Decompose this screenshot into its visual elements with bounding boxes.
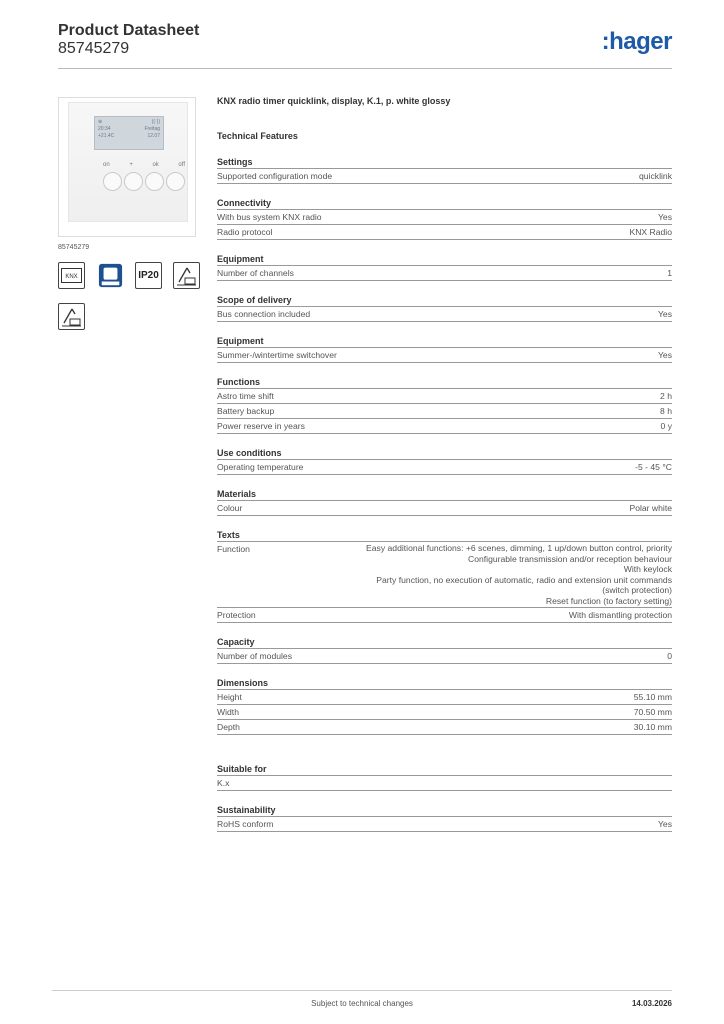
spec-label: Number of channels bbox=[217, 268, 294, 278]
technical-content bbox=[217, 96, 672, 832]
spec-row bbox=[217, 169, 672, 184]
spec-label: RoHS conform bbox=[217, 819, 274, 829]
spec-row bbox=[217, 776, 672, 791]
feature-section bbox=[217, 676, 672, 735]
spec-value: 55.10 mm bbox=[633, 692, 672, 702]
spec-label: Astro time shift bbox=[217, 391, 274, 401]
feature-section bbox=[217, 803, 672, 832]
spec-row bbox=[217, 266, 672, 281]
device-button-labels bbox=[103, 162, 185, 168]
spec-label: Power reserve in years bbox=[217, 421, 305, 431]
section-title: Suitable for bbox=[217, 762, 672, 776]
spec-row bbox=[217, 690, 672, 705]
device-front bbox=[68, 102, 188, 222]
spec-row bbox=[217, 817, 672, 832]
spec-row bbox=[217, 404, 672, 419]
hager-logo: :hager bbox=[601, 28, 672, 55]
spec-value-line: With keylock bbox=[623, 564, 672, 574]
spec-value: quicklink bbox=[639, 171, 672, 181]
spec-value: 0 bbox=[667, 651, 672, 661]
installation-icon bbox=[173, 262, 200, 289]
footer-note: Subject to technical changes bbox=[311, 999, 413, 1008]
device-display bbox=[94, 116, 164, 150]
spec-label: Height bbox=[217, 692, 242, 702]
spec-row bbox=[217, 307, 672, 322]
svg-text:KNX: KNX bbox=[65, 274, 78, 280]
device-buttons bbox=[103, 172, 185, 191]
display-text: Freitag bbox=[144, 126, 160, 132]
spec-value: 2 h bbox=[660, 391, 672, 401]
display-text: +21.4C bbox=[98, 133, 115, 139]
spec-value: Yes bbox=[657, 212, 672, 222]
doc-article-number: 85745279 bbox=[58, 40, 130, 57]
device-button bbox=[166, 172, 185, 191]
spec-row bbox=[217, 389, 672, 404]
knx-radio-icon bbox=[58, 262, 85, 289]
spec-label: Width bbox=[217, 707, 239, 717]
spec-label: Supported configuration mode bbox=[217, 171, 333, 181]
section-title: Connectivity bbox=[217, 196, 672, 210]
spec-row bbox=[217, 720, 672, 735]
spec-label: Radio protocol bbox=[217, 227, 273, 237]
feature-section bbox=[217, 528, 672, 623]
radio-icon: ((·)) bbox=[151, 119, 160, 125]
spec-value: Yes bbox=[657, 350, 672, 360]
spec-value: KNX Radio bbox=[629, 227, 672, 237]
spec-value-line: Party function, no execution of automatic, radio and extension unit commands (switch protection) bbox=[376, 574, 672, 595]
spec-row bbox=[217, 348, 672, 363]
product-name: KNX radio timer quicklink, display, K.1, p. white glossy bbox=[217, 96, 451, 106]
spec-label: Operating temperature bbox=[217, 462, 304, 472]
spec-value: Yes bbox=[657, 309, 672, 319]
spec-row bbox=[217, 542, 672, 608]
spec-label: With bus system KNX radio bbox=[217, 212, 322, 222]
section-title: Scope of delivery bbox=[217, 293, 672, 307]
feature-section bbox=[217, 762, 672, 791]
section-title: Dimensions bbox=[217, 676, 672, 690]
feature-section bbox=[217, 375, 672, 434]
spec-label: Colour bbox=[217, 503, 243, 513]
spec-row bbox=[217, 210, 672, 225]
footer-divider bbox=[52, 990, 672, 991]
feature-section bbox=[217, 635, 672, 664]
feature-sections bbox=[217, 155, 672, 832]
spec-label: Battery backup bbox=[217, 406, 275, 416]
button-label: + bbox=[129, 162, 133, 168]
section-title: Equipment bbox=[217, 334, 672, 348]
spec-value: With dismantling protection bbox=[568, 610, 672, 620]
spec-label: Bus connection included bbox=[217, 309, 311, 319]
feature-section bbox=[217, 487, 672, 516]
spec-value: 30.10 mm bbox=[633, 722, 672, 732]
spec-value-line: Configurable transmission and/or reception behaviour bbox=[468, 553, 672, 564]
display-text: 20:34 bbox=[98, 126, 111, 132]
spec-row bbox=[217, 501, 672, 516]
spec-value: -5 - 45 °C bbox=[635, 462, 672, 472]
technical-features-heading: Technical Features bbox=[217, 131, 298, 141]
spec-row bbox=[217, 608, 672, 623]
feature-section bbox=[217, 252, 672, 281]
footer-date: 14.03.2026 bbox=[631, 999, 672, 1008]
spec-row bbox=[217, 649, 672, 664]
doc-title: Product Datasheet bbox=[58, 22, 200, 39]
spec-row bbox=[217, 705, 672, 720]
spec-label: Protection bbox=[217, 610, 256, 620]
section-title: Settings bbox=[217, 155, 672, 169]
quicklink-icon bbox=[97, 262, 124, 289]
spec-label: Function bbox=[217, 544, 250, 554]
spec-value: 70.50 mm bbox=[633, 707, 672, 717]
device-button bbox=[145, 172, 164, 191]
feature-section bbox=[217, 155, 672, 184]
section-title: Materials bbox=[217, 487, 672, 501]
spec-value-lines bbox=[352, 543, 672, 606]
feature-section bbox=[217, 196, 672, 240]
device-button bbox=[103, 172, 122, 191]
installation-icon bbox=[58, 303, 85, 330]
button-label: ok bbox=[152, 162, 159, 168]
spec-label: K.x bbox=[217, 778, 230, 788]
spec-row bbox=[217, 419, 672, 434]
ip20-badge: IP20 bbox=[135, 262, 162, 289]
section-title: Sustainability bbox=[217, 803, 672, 817]
spec-value: 1 bbox=[667, 268, 672, 278]
image-article-code: 85745279 bbox=[58, 244, 90, 251]
spec-value-line: Reset function (to factory setting) bbox=[545, 595, 672, 606]
section-title: Functions bbox=[217, 375, 672, 389]
section-title: Capacity bbox=[217, 635, 672, 649]
header-divider bbox=[58, 68, 672, 69]
feature-section bbox=[217, 293, 672, 322]
spec-row bbox=[217, 460, 672, 475]
section-title: Equipment bbox=[217, 252, 672, 266]
spec-label: Number of modules bbox=[217, 651, 292, 661]
button-label: on bbox=[103, 162, 110, 168]
spec-label: Depth bbox=[217, 722, 240, 732]
spec-row bbox=[217, 225, 672, 240]
feature-section bbox=[217, 334, 672, 363]
spec-value: Polar white bbox=[629, 503, 672, 513]
device-button bbox=[124, 172, 143, 191]
product-image bbox=[58, 97, 196, 237]
section-title: Texts bbox=[217, 528, 672, 542]
spec-value: 0 y bbox=[660, 421, 672, 431]
button-label: off bbox=[178, 162, 185, 168]
feature-section bbox=[217, 446, 672, 475]
spec-value: 8 h bbox=[660, 406, 672, 416]
spec-value: Yes bbox=[657, 819, 672, 829]
spec-label: Summer-/wintertime switchover bbox=[217, 350, 337, 360]
display-text: 12.07 bbox=[147, 133, 160, 139]
spec-value-line: Easy additional functions: +6 scenes, dimming, 1 up/down button control, priority bbox=[366, 543, 672, 553]
section-title: Use conditions bbox=[217, 446, 672, 460]
display-symbol-icon: ⊕ bbox=[98, 119, 103, 125]
